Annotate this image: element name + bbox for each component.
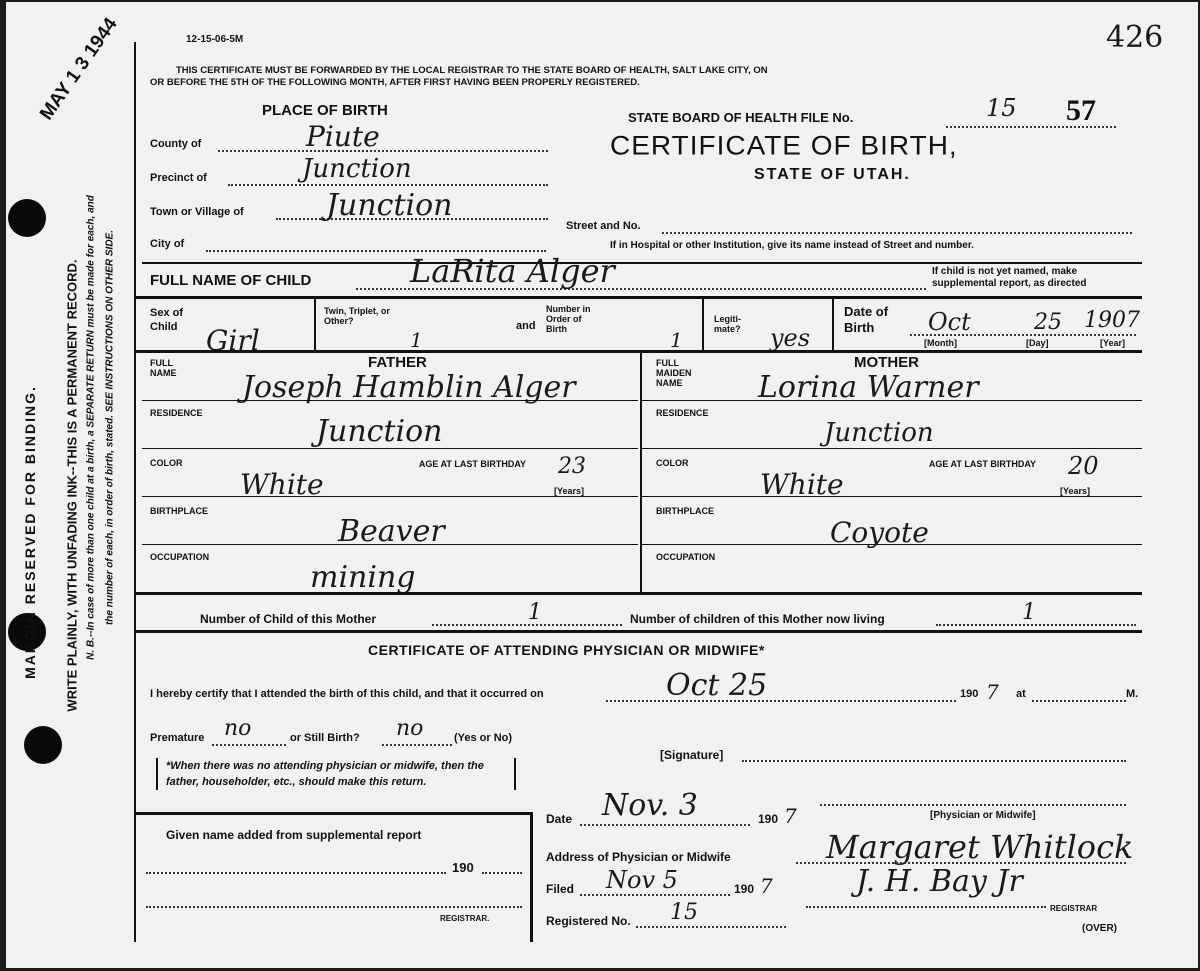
mother-age-value: 20 <box>1068 452 1099 480</box>
town-value: Junction <box>326 188 453 223</box>
sex-value: Girl <box>206 324 260 357</box>
mother-name-line <box>642 400 1142 401</box>
supplemental-right-border <box>530 812 533 942</box>
birth-date-label-text: Date of Birth <box>844 304 889 335</box>
no-physician-note-text: *When there was no attending physician or midwife, then the father, householder, etc., should make this return. <box>166 760 484 788</box>
certificate-title: CERTIFICATE OF BIRTH, <box>610 130 958 161</box>
county-value: Piute <box>306 120 380 153</box>
order-label <box>546 304 604 334</box>
premature-value: no <box>224 716 252 741</box>
father-color-value: White <box>240 468 324 501</box>
supplemental-line-1 <box>146 872 446 874</box>
filed-line <box>580 894 730 896</box>
file-number-stamped: 57 <box>1066 94 1096 127</box>
sex-label-text: Sex of Child <box>150 307 184 333</box>
child-name-value: LaRita Alger <box>410 252 615 290</box>
not-named-note-text: If child is not yet named, make supplemental report, as directed <box>932 266 1087 289</box>
mother-residence-line <box>642 448 1142 449</box>
registrar-caption: REGISTRAR <box>1050 904 1098 913</box>
city-label: City of <box>150 238 185 250</box>
father-years-caption: [Years] <box>554 486 585 496</box>
place-of-birth-heading: PLACE OF BIRTH <box>262 102 388 119</box>
left-border <box>134 42 136 942</box>
mother-maiden-label <box>656 358 716 388</box>
filed-year-prefix: 190 <box>734 882 755 896</box>
date-line <box>580 824 750 826</box>
mother-birthplace-value: Coyote <box>830 516 929 549</box>
certify-text: I hereby certify that I attended the birth of this child, and that it occurred on <box>150 688 544 700</box>
registrar-signature: J. H. Bay Jr <box>856 864 1023 899</box>
county-label: County of <box>150 138 202 150</box>
premature-label: Premature <box>150 732 205 744</box>
mother-color-line <box>642 496 1142 497</box>
sex-label <box>150 306 210 334</box>
year-caption: [Year] <box>1100 338 1126 348</box>
filed-year-value: 7 <box>760 874 773 898</box>
father-name-value: Joseph Hamblin Alger <box>242 370 576 405</box>
occurred-year-value: 7 <box>986 680 999 704</box>
still-birth-label: or Still Birth? <box>290 732 360 744</box>
legit-value: yes <box>770 324 811 352</box>
nb-note-line1: N. B.--In case of more than one child at a birth, a SEPARATE RETURN must be made for each, and <box>85 195 97 660</box>
physician-caption: [Physician or Midwife] <box>930 810 1036 821</box>
legit-label <box>714 314 754 334</box>
signature-line <box>742 760 1126 762</box>
child-number-label: Number of Child of this Mother <box>200 612 376 626</box>
premature-line <box>212 744 286 746</box>
registered-line <box>636 926 786 928</box>
nb-note-line2: the number of each, in order of birth, stated. SEE INSTRUCTIONS ON OTHER SIDE. <box>104 229 116 626</box>
occurred-value: Oct 25 <box>666 668 768 703</box>
mother-color-label: COLOR <box>656 458 689 468</box>
birth-month-value: Oct <box>928 308 971 336</box>
legit-label-text: Legiti-mate? <box>714 314 741 334</box>
mother-age-label-text: AGE AT LAST BIRTHDAY <box>928 459 1036 469</box>
parents-divider <box>640 352 642 592</box>
county-line <box>218 150 548 152</box>
signature-label: [Signature] <box>660 748 724 762</box>
birth-day-value: 25 <box>1034 310 1062 335</box>
mother-residence-label: RESIDENCE <box>656 408 709 418</box>
over-label: (OVER) <box>1082 923 1117 934</box>
supplemental-year-line <box>482 872 522 874</box>
father-birthplace-label: BIRTHPLACE <box>150 506 208 516</box>
child-number-line <box>432 624 622 626</box>
occurred-line <box>606 700 956 702</box>
parents-top-border <box>136 350 1142 353</box>
day-caption: [Day] <box>1026 338 1049 348</box>
father-occupation-label: OCCUPATION <box>150 552 210 562</box>
physician-heading: CERTIFICATE OF ATTENDING PHYSICIAN OR MIDWIFE* <box>368 642 765 658</box>
name-row-top-border <box>142 262 1142 264</box>
date-value: Nov. 3 <box>602 788 698 823</box>
not-named-note <box>932 266 1142 290</box>
father-residence-line <box>142 448 638 449</box>
file-number-label: STATE BOARD OF HEALTH FILE No. <box>628 110 854 125</box>
and-label: and <box>516 320 536 332</box>
town-label: Town or Village of <box>150 206 244 218</box>
instruction-line-1: THIS CERTIFICATE MUST BE FORWARDED BY THE LOCAL REGISTRAR TO THE STATE BOARD OF HEALTH, SALT LAKE CITY, ON <box>176 65 768 76</box>
hospital-note: If in Hospital or other Institution, give its name instead of Street and number. <box>610 240 974 251</box>
file-number-handwritten: 15 <box>986 94 1017 122</box>
registrar-line <box>806 906 1046 908</box>
mother-years-caption: [Years] <box>1060 486 1091 496</box>
at-line <box>1032 700 1126 702</box>
supplemental-registrar-label: REGISTRAR. <box>440 914 490 923</box>
received-date-stamp: MAY 1 3 1944 <box>36 14 122 125</box>
binding-hole-top <box>8 199 46 237</box>
legit-divider <box>832 298 834 350</box>
filed-label: Filed <box>546 882 575 896</box>
living-value: 1 <box>1022 600 1036 625</box>
birth-year-value: 1907 <box>1084 308 1140 333</box>
mother-maiden-label-text: FULL MAIDEN NAME <box>656 358 692 388</box>
father-age-value: 23 <box>558 454 586 479</box>
sex-divider <box>314 298 316 350</box>
instruction-line-2: OR BEFORE THE 5TH OF THE FOLLOWING MONTH, AFTER FIRST HAVING BEEN PROPERLY REGISTERED. <box>150 77 640 88</box>
still-birth-line <box>382 744 452 746</box>
filed-value: Nov 5 <box>606 866 678 894</box>
child-name-label: FULL NAME OF CHILD <box>150 272 312 289</box>
father-residence-label: RESIDENCE <box>150 408 203 418</box>
mother-birthplace-line <box>642 544 1142 545</box>
registered-label: Registered No. <box>546 914 631 928</box>
mother-birthplace-label: BIRTHPLACE <box>656 506 714 516</box>
precinct-line <box>228 184 548 186</box>
month-caption: [Month] <box>924 338 957 348</box>
supplemental-year-prefix: 190 <box>452 860 474 875</box>
order-label-text: Number in Order of Birth <box>546 304 591 334</box>
father-birthplace-line <box>142 544 638 545</box>
at-label: at <box>1016 688 1026 700</box>
mother-color-value: White <box>760 468 844 501</box>
supplemental-line-2 <box>146 906 522 908</box>
signature-line-2 <box>820 804 1126 806</box>
page-number: 426 <box>1106 20 1164 55</box>
certificate-subtitle: STATE OF UTAH. <box>754 166 911 183</box>
father-age-label-text: AGE AT LAST BIRTHDAY <box>418 459 526 469</box>
counts-top-border <box>136 592 1142 595</box>
counts-bottom-border <box>136 630 1142 633</box>
father-occupation-value: mining <box>310 560 416 595</box>
street-line <box>662 232 1132 234</box>
no-physician-note <box>156 758 516 790</box>
father-heading: FATHER <box>368 354 427 371</box>
father-full-name-label <box>150 358 200 378</box>
margin-reserved-note: MARGIN RESERVED FOR BINDING. <box>22 385 38 679</box>
mother-name-value: Lorina Warner <box>758 370 979 405</box>
date-label: Date <box>546 812 573 826</box>
address-label: Address of Physician or Midwife <box>546 850 731 864</box>
order-value: 1 <box>670 328 683 352</box>
registered-value: 15 <box>670 900 698 925</box>
m-label: M. <box>1126 688 1139 700</box>
birth-date-label <box>844 304 914 336</box>
supplemental-heading: Given name added from supplemental report <box>166 828 422 842</box>
mother-occupation-label: OCCUPATION <box>656 552 716 562</box>
date-year-value: 7 <box>784 804 797 828</box>
order-divider <box>702 298 704 350</box>
street-label: Street and No. <box>566 220 641 232</box>
certificate-paper <box>6 2 1198 968</box>
father-color-label: COLOR <box>150 458 183 468</box>
form-code: 12-15-06-5M <box>186 34 244 45</box>
date-year-prefix: 190 <box>758 812 779 826</box>
living-line <box>936 624 1136 626</box>
child-number-value: 1 <box>528 600 542 625</box>
mother-residence-value: Junction <box>824 418 934 448</box>
twin-label <box>324 306 394 326</box>
precinct-label: Precinct of <box>150 172 207 184</box>
father-birthplace-value: Beaver <box>338 514 445 549</box>
twin-value: 1 <box>410 328 423 352</box>
physician-signature: Margaret Whitlock <box>826 828 1134 866</box>
father-full-name-text: FULL NAME <box>150 358 177 378</box>
father-color-line <box>142 496 638 497</box>
write-plainly-note: WRITE PLAINLY, WITH UNFADING INK--THIS IS A PERMANENT RECORD. <box>64 259 80 712</box>
father-name-line <box>142 400 638 401</box>
yes-no-label: (Yes or No) <box>454 732 513 744</box>
sex-row-top-border <box>136 296 1142 299</box>
occurred-year-prefix: 190 <box>960 688 979 700</box>
father-residence-value: Junction <box>316 414 443 449</box>
twin-label-text: Twin, Triplet, or Other? <box>324 306 390 326</box>
living-label: Number of children of this Mother now living <box>630 612 885 626</box>
precinct-value: Junction <box>302 154 412 184</box>
supplemental-top-border <box>136 812 532 815</box>
still-birth-value: no <box>396 716 424 741</box>
mother-heading: MOTHER <box>854 354 919 371</box>
father-age-label <box>416 458 526 471</box>
mother-age-label <box>926 458 1036 471</box>
